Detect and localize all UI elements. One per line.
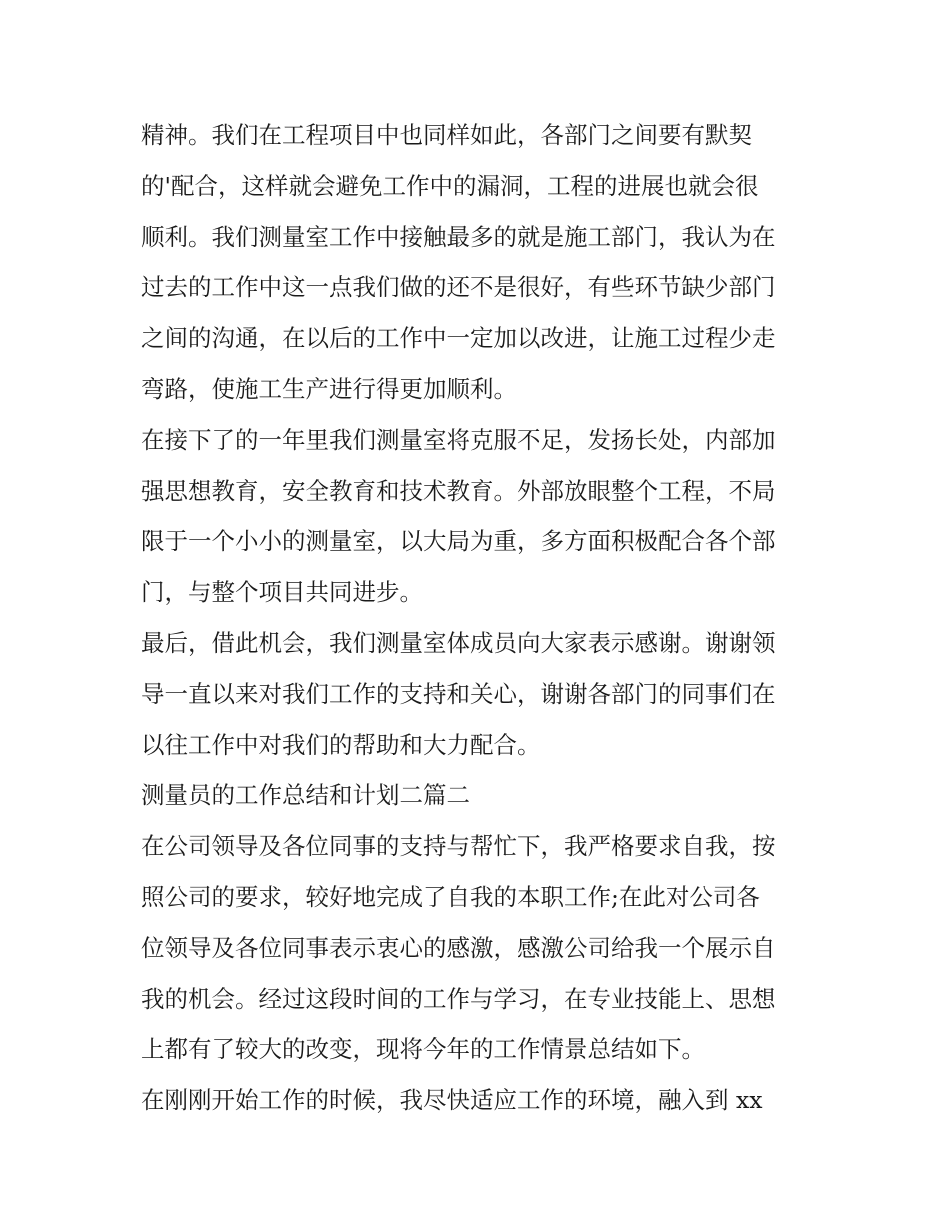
- text-line: 的'配合，这样就会避免工作中的漏洞，工程的进展也就会很: [141, 171, 759, 200]
- text-line: 之间的沟通，在以后的工作中一定加以改进，让施工过程少走: [141, 324, 776, 353]
- text-line: 精神。我们在工程项目中也同样如此，各部门之间要有默契: [141, 121, 752, 149]
- text-line: 位领导及各位同事表示衷心的感激，感激公司给我一个展示自: [141, 933, 776, 962]
- text-line: 弯路，使施工生产进行得更加顺利。: [141, 374, 517, 403]
- text-line: 强思想教育，安全教育和技术教育。外部放眼整个工程，不局: [141, 476, 776, 505]
- text-line: 顺利。我们测量室工作中接触最多的就是施工部门，我认为在: [141, 222, 776, 251]
- text-line: 限于一个小小的测量室，以大局为重，多方面积极配合各个部: [141, 527, 776, 556]
- document-body: [141, 110, 821, 1126]
- text-line: 在公司领导及各位同事的支持与帮忙下，我严格要求自我，按: [141, 832, 776, 861]
- text-line: 上都有了较大的改变，现将今年的工作情景总结如下。: [141, 1035, 705, 1064]
- text-line: 过去的工作中这一点我们做的还不是很好，有些环节缺少部门: [141, 273, 776, 302]
- text-line: 在接下了的一年里我们测量室将克服不足，发扬长处，内部加: [141, 425, 776, 454]
- text-line: 最后，借此机会，我们测量室体成员向大家表示感谢。谢谢领: [141, 628, 776, 657]
- text-line: 导一直以来对我们工作的支持和关心，谢谢各部门的同事们在: [141, 679, 776, 708]
- text-line: 在刚刚开始工作的时候，我尽快适应工作的环境，融入到 xx: [141, 1086, 763, 1115]
- section-heading: 测量员的工作总结和计划二篇二: [141, 781, 470, 810]
- text-line: 门，与整个项目共同进步。: [141, 578, 423, 607]
- text-line: 以往工作中对我们的帮助和大力配合。: [141, 730, 541, 759]
- text-line: 我的机会。经过这段时间的工作与学习，在专业技能上、思想: [141, 984, 776, 1013]
- text-line: 照公司的要求，较好地完成了自我的本职工作;在此对公司各: [141, 882, 760, 911]
